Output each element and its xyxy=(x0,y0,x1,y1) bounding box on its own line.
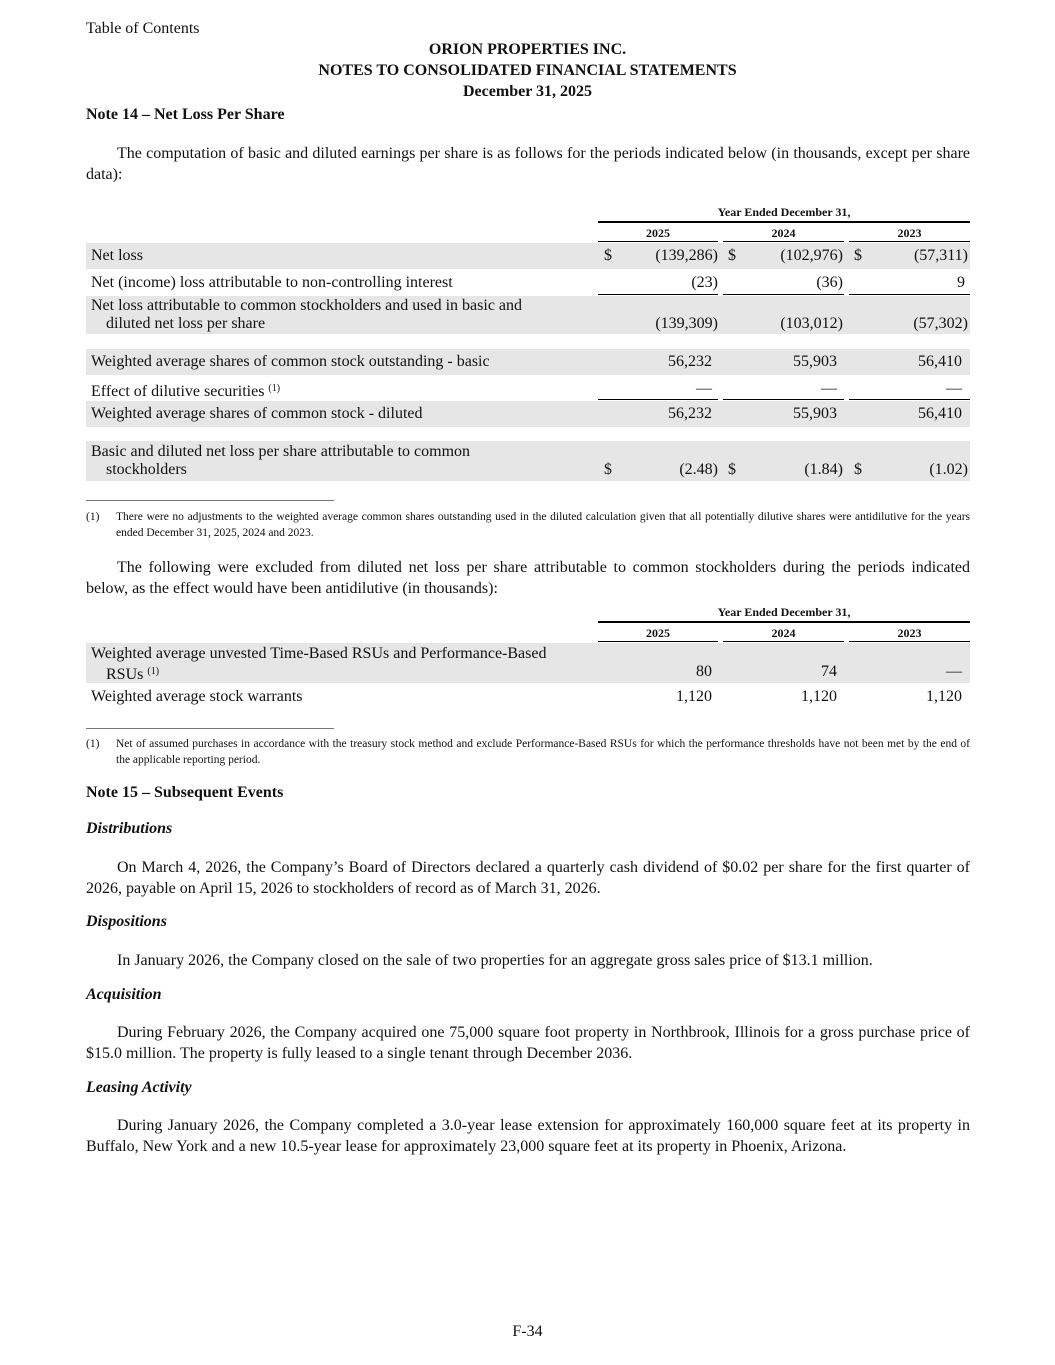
row-label: Weighted average shares of common stock outstanding - basic xyxy=(91,353,490,370)
label-line-2 xyxy=(91,663,546,684)
currency-symbol: $ xyxy=(728,247,736,264)
footnote-text: Net of assumed purchases in accordance with the treasury stock method and exclude Performance-Based RSUs for which the performance thresholds have not been met by the end of the applicable reporting period. xyxy=(116,738,970,766)
rule xyxy=(849,399,970,400)
value-2025: 56,232 xyxy=(668,353,712,370)
currency-symbol: $ xyxy=(854,461,862,478)
row-label: Weighted average shares of common stock - diluted xyxy=(91,405,423,422)
value-2023: 56,410 xyxy=(918,353,962,370)
row-label: Net (income) loss attributable to non-controlling interest xyxy=(91,274,453,291)
value-2025: — xyxy=(696,380,712,397)
value-2023: 56,410 xyxy=(918,405,962,422)
acquisition-text: During February 2026, the Company acquired one 75,000 square foot property in Northbrook, Illinois for a gross purchase price of $15.0 million. The property is fully leased to a single tenant through December 2036. xyxy=(86,1024,970,1062)
row-label xyxy=(91,297,522,333)
rule xyxy=(598,241,718,242)
note14-intro: The computation of basic and diluted earnings per share is as follows for the periods indicated below (in thousands, except per share data): xyxy=(86,145,970,183)
footnote-divider xyxy=(86,500,334,501)
currency-symbol: $ xyxy=(854,247,862,264)
leasing-heading: Leasing Activity xyxy=(86,1079,192,1096)
rule xyxy=(723,294,844,295)
note15-title: Note 15 – Subsequent Events xyxy=(86,784,284,801)
value-2024: 55,903 xyxy=(793,353,837,370)
rule xyxy=(723,241,844,242)
header-rule xyxy=(598,621,970,623)
distributions-text: On March 4, 2026, the Company’s Board of Directors declared a quarterly cash dividend of $0.02 per share for the first quarter of 2026, payable on April 15, 2026 to stockholders of record as of March 31, 2026. xyxy=(86,859,970,897)
leasing-text: During January 2026, the Company completed a 3.0-year lease extension for approximately 160,000 square feet at its property in Buffalo, New York and a new 10.5-year lease for approximately 23,000 square feet at its property in Phoenix, Arizona. xyxy=(86,1117,970,1155)
excluded-intro: The following were excluded from diluted net loss per share attributable to common stockholders during the periods indicated below, as the effect would have been antidilutive (in thousands): xyxy=(86,559,970,597)
value-2023: (57,302) xyxy=(913,315,968,332)
year-2024-header: 2024 xyxy=(771,226,796,240)
footnote-text: There were no adjustments to the weighted average common shares outstanding used in the diluted calculation given that all potentially dilutive shares were antidilutive for the years ended December 31, 2025, 2024 and 2023. xyxy=(116,511,970,539)
table-row-nci xyxy=(86,271,970,293)
value-2025: 56,232 xyxy=(668,405,712,422)
value-2025: 80 xyxy=(696,663,712,680)
value-2025: (23) xyxy=(691,274,718,291)
row-label xyxy=(91,380,280,401)
value-2024: 1,120 xyxy=(801,688,837,705)
period-header: Year Ended December 31, xyxy=(717,605,851,619)
rule xyxy=(598,399,718,400)
rule xyxy=(598,641,718,642)
label-line-1: Net loss attributable to common stockholders and used in basic and xyxy=(91,297,523,314)
value-2025: 1,120 xyxy=(676,688,712,705)
rule xyxy=(849,641,970,642)
dispositions-heading: Dispositions xyxy=(86,913,167,930)
rule xyxy=(849,241,970,242)
acquisition-heading: Acquisition xyxy=(86,986,162,1003)
value-2023: — xyxy=(946,663,962,680)
value-2024: 55,903 xyxy=(793,405,837,422)
footnote-ref: (1) xyxy=(268,383,281,394)
rule xyxy=(723,641,844,642)
row-label xyxy=(91,443,470,479)
table-row-eps xyxy=(86,441,970,481)
footnote-divider xyxy=(86,728,334,729)
value-2024: (102,976) xyxy=(780,247,843,264)
currency-symbol: $ xyxy=(604,461,612,478)
value-2024: 74 xyxy=(821,663,837,680)
value-2023: 1,120 xyxy=(926,688,962,705)
value-2023: 9 xyxy=(957,274,965,291)
distributions-heading: Distributions xyxy=(86,820,173,837)
period-header: Year Ended December 31, xyxy=(717,205,851,219)
note14-title: Note 14 – Net Loss Per Share xyxy=(86,106,285,123)
footnote-ref: (1) xyxy=(147,666,160,677)
row-label: Net loss xyxy=(91,247,143,264)
value-2024: (103,012) xyxy=(780,315,843,332)
currency-symbol: $ xyxy=(604,247,612,264)
rule xyxy=(598,294,718,295)
value-2024: (1.84) xyxy=(804,461,843,478)
currency-symbol: $ xyxy=(728,461,736,478)
table-row-dilutive xyxy=(86,377,970,399)
table-row-wa-diluted xyxy=(86,401,970,427)
table-row-net-loss xyxy=(86,243,970,269)
page-number: F-34 xyxy=(512,1323,543,1340)
year-2024-header: 2024 xyxy=(771,626,796,640)
footnote-1 xyxy=(86,509,970,541)
value-2025: (139,309) xyxy=(655,315,718,332)
label-line-1: Weighted average unvested Time-Based RSUs and Performance-Based xyxy=(91,645,547,662)
table-row-rsus xyxy=(86,643,970,683)
value-2025: (2.48) xyxy=(679,461,718,478)
footnote-2 xyxy=(86,736,970,768)
rule xyxy=(723,399,844,400)
label-text: Effect of dilutive securities xyxy=(91,383,265,400)
label-line-2: diluted net loss per share xyxy=(106,315,266,332)
year-2023-header: 2023 xyxy=(897,226,922,240)
value-2025: (139,286) xyxy=(655,247,718,264)
value-2024: (36) xyxy=(816,274,843,291)
year-2025-header: 2025 xyxy=(646,626,670,640)
year-2025-header: 2025 xyxy=(646,226,670,240)
value-2023: (1.02) xyxy=(929,461,968,478)
table-of-contents-link[interactable]: Table of Contents xyxy=(86,20,200,37)
footnote-number: (1) xyxy=(86,511,100,523)
statement-date: December 31, 2025 xyxy=(463,83,592,100)
value-2024: — xyxy=(821,380,837,397)
label-line-2: stockholders xyxy=(106,461,187,478)
dispositions-text: In January 2026, the Company closed on the sale of two properties for an aggregate gross sales price of $13.1 million. xyxy=(117,952,873,969)
table-row-attributable xyxy=(86,296,970,334)
row-label: Weighted average stock warrants xyxy=(91,688,303,705)
company-name: ORION PROPERTIES INC. xyxy=(428,41,627,58)
header-rule xyxy=(598,221,970,223)
table-row-warrants xyxy=(86,685,970,709)
rule xyxy=(849,294,970,295)
statement-title: NOTES TO CONSOLIDATED FINANCIAL STATEMENTS xyxy=(318,62,737,79)
label-line-1: Basic and diluted net loss per share attributable to common xyxy=(91,443,471,460)
year-2023-header: 2023 xyxy=(897,626,922,640)
label-text: RSUs xyxy=(106,666,144,683)
table-row-wa-basic xyxy=(86,349,970,375)
row-label xyxy=(91,645,546,684)
value-2023: (57,311) xyxy=(913,247,968,264)
value-2023: — xyxy=(946,380,962,397)
footnote-number: (1) xyxy=(86,738,100,750)
